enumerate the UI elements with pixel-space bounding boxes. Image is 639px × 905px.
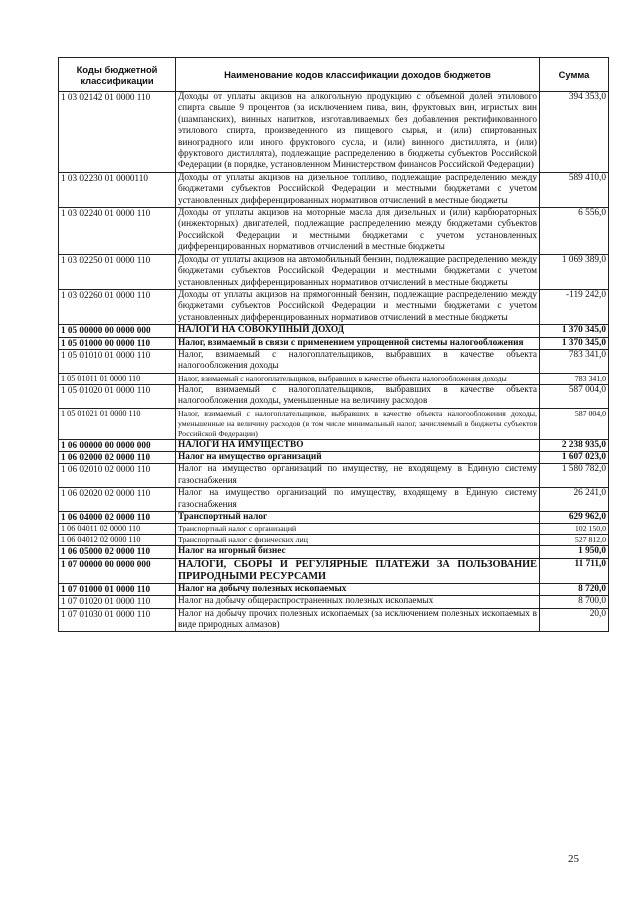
row-code: 1 03 02260 01 0000 110 xyxy=(59,289,176,324)
row-sum: 1 069 389,0 xyxy=(540,254,609,289)
row-name: Доходы от уплаты акцизов на алкогольную продукцию с объемной долей этилового спирта свыше 9 процентов (за исключением пива, вин, фруктовых вин, игристых вин (шампанских), винных напитков, изготавливаемых без добавления ректификованного этилового спирта, произведенного из пищевого сырья, и (или) спиртованных виноградного или иного фруктового сусла, и (или) винного дистиллята, и (или) фруктового дистиллята), подлежащие распределению в бюджеты субъектов Российской Федерации (в порядке, установленном Министерством финансов Российской Федерации) xyxy=(176,92,540,173)
table-row xyxy=(59,524,609,535)
row-name: Доходы от уплаты акцизов на моторные масла для дизельных и (или) карбюраторных (инжекторных) двигателей, подлежащие распределению между бюджетами субъектов Российской Федерации и местными бюджетами с учетом установленных дифференцированных нормативов отчислений в местные бюджеты xyxy=(176,208,540,255)
row-sum: 1 370 345,0 xyxy=(540,325,609,337)
row-sum: 2 238 935,0 xyxy=(540,439,609,451)
row-code: 1 06 00000 00 0000 000 xyxy=(59,439,176,451)
table-row xyxy=(59,608,609,632)
header-sum: Сумма xyxy=(540,58,609,92)
row-sum: 629 962,0 xyxy=(540,512,609,524)
row-name: Налог, взимаемый с налогоплательщиков, выбравших в качестве объекта налогообложения доходы xyxy=(176,373,540,384)
row-name: Налог на имущество организаций по имуществу, входящему в Единую систему газоснабжения xyxy=(176,488,540,512)
row-code: 1 06 04012 02 0000 110 xyxy=(59,535,176,546)
table-row xyxy=(59,512,609,524)
row-sum: 527 812,0 xyxy=(540,535,609,546)
table-row xyxy=(59,289,609,324)
row-name: Налог, взимаемый с налогоплательщиков, выбравших в качестве объекта налогообложения доходы, уменьшенные на величину расходов xyxy=(176,384,540,408)
row-name: Налог, взимаемый с налогоплательщиков, выбравших в качестве объекта налогообложения доходы, уменьшенные на величину расходов (в том числе минимальный налог, зачисляемый в бюджеты субъектов Российской Федерации) xyxy=(176,408,540,439)
row-code: 1 05 01010 01 0000 110 xyxy=(59,349,176,373)
row-sum: 26 241,0 xyxy=(540,488,609,512)
row-sum: 8 720,0 xyxy=(540,583,609,595)
row-name: Доходы от уплаты акцизов на автомобильный бензин, подлежащие распределению между бюджетами субъектов Российской Федерации и местными бюджетами с учетом установленных дифференцированных нормативов отчислений в местные бюджеты xyxy=(176,254,540,289)
row-sum: 1 370 345,0 xyxy=(540,337,609,349)
budget-revenue-table xyxy=(58,57,609,632)
table-row xyxy=(59,349,609,373)
row-code: 1 06 02000 02 0000 110 xyxy=(59,451,176,463)
row-name: Транспортный налог xyxy=(176,512,540,524)
table-row xyxy=(59,92,609,173)
header-code: Коды бюджетной классификации xyxy=(59,58,176,92)
row-sum: 589 410,0 xyxy=(540,172,609,207)
table-row xyxy=(59,488,609,512)
row-code: 1 06 02020 02 0000 110 xyxy=(59,488,176,512)
row-code: 1 03 02250 01 0000 110 xyxy=(59,254,176,289)
row-code: 1 06 05000 02 0000 110 xyxy=(59,546,176,558)
row-name: Налог, взимаемый в связи с применением упрощенной системы налогообложения xyxy=(176,337,540,349)
table-row xyxy=(59,451,609,463)
row-name: Налог на добычу прочих полезных ископаемых (за исключением полезных ископаемых в виде природных алмазов) xyxy=(176,608,540,632)
row-sum: 6 556,0 xyxy=(540,208,609,255)
row-code: 1 05 01020 01 0000 110 xyxy=(59,384,176,408)
row-name: Налог на игорный бизнес xyxy=(176,546,540,558)
row-code: 1 07 01030 01 0000 110 xyxy=(59,608,176,632)
table-row xyxy=(59,535,609,546)
table-row xyxy=(59,337,609,349)
table-row xyxy=(59,384,609,408)
row-code: 1 03 02240 01 0000 110 xyxy=(59,208,176,255)
row-name: Налог на имущество организаций xyxy=(176,451,540,463)
row-code: 1 05 01021 01 0000 110 xyxy=(59,408,176,439)
row-name: НАЛОГИ НА СОВОКУПНЫЙ ДОХОД xyxy=(176,325,540,337)
row-name: НАЛОГИ НА ИМУЩЕСТВО xyxy=(176,439,540,451)
row-name: Налог на добычу общераспространенных полезных ископаемых xyxy=(176,596,540,608)
row-sum: 587 004,0 xyxy=(540,384,609,408)
table-row xyxy=(59,208,609,255)
row-code: 1 07 00000 00 0000 000 xyxy=(59,558,176,583)
row-name: Налог на добычу полезных ископаемых xyxy=(176,583,540,595)
table-row xyxy=(59,558,609,583)
row-sum: 1 580 782,0 xyxy=(540,464,609,488)
table-row xyxy=(59,546,609,558)
row-name: Налог на имущество организаций по имуществу, не входящему в Единую систему газоснабжения xyxy=(176,464,540,488)
table-row xyxy=(59,583,609,595)
row-name: Налог, взимаемый с налогоплательщиков, выбравших в качестве объекта налогообложения доходы xyxy=(176,349,540,373)
row-code: 1 06 02010 02 0000 110 xyxy=(59,464,176,488)
table-row xyxy=(59,172,609,207)
row-sum: 1 607 023,0 xyxy=(540,451,609,463)
row-name: НАЛОГИ, СБОРЫ И РЕГУЛЯРНЫЕ ПЛАТЕЖИ ЗА ПОЛЬЗОВАНИЕ ПРИРОДНЫМИ РЕСУРСАМИ xyxy=(176,558,540,583)
page-number: 25 xyxy=(568,853,579,865)
row-sum: 8 700,0 xyxy=(540,596,609,608)
table-row xyxy=(59,439,609,451)
row-sum: 11 711,0 xyxy=(540,558,609,583)
row-name: Транспортный налог с организаций xyxy=(176,524,540,535)
row-sum: -119 242,0 xyxy=(540,289,609,324)
table-row xyxy=(59,325,609,337)
row-sum: 20,0 xyxy=(540,608,609,632)
table-row xyxy=(59,596,609,608)
table-body xyxy=(59,92,609,632)
table-row xyxy=(59,408,609,439)
row-code: 1 03 02230 01 0000110 xyxy=(59,172,176,207)
row-sum: 783 341,0 xyxy=(540,349,609,373)
row-code: 1 03 02142 01 0000 110 xyxy=(59,92,176,173)
row-name: Транспортный налог с физических лиц xyxy=(176,535,540,546)
row-code: 1 05 01000 00 0000 110 xyxy=(59,337,176,349)
row-sum: 783 341,0 xyxy=(540,373,609,384)
row-code: 1 06 04011 02 0000 110 xyxy=(59,524,176,535)
row-code: 1 05 00000 00 0000 000 xyxy=(59,325,176,337)
row-name: Доходы от уплаты акцизов на дизельное топливо, подлежащие распределению между бюджетами субъектов Российской Федерации и местными бюджетами с учетом установленных дифференцированных нормативов отчислений в местные бюджеты xyxy=(176,172,540,207)
table-row xyxy=(59,373,609,384)
row-sum: 102 150,0 xyxy=(540,524,609,535)
row-code: 1 07 01020 01 0000 110 xyxy=(59,596,176,608)
table-header-row xyxy=(59,58,609,92)
row-code: 1 06 04000 02 0000 110 xyxy=(59,512,176,524)
table-row xyxy=(59,464,609,488)
table-row xyxy=(59,254,609,289)
row-sum: 587 004,0 xyxy=(540,408,609,439)
row-code: 1 07 01000 01 0000 110 xyxy=(59,583,176,595)
row-sum: 1 950,0 xyxy=(540,546,609,558)
row-code: 1 05 01011 01 0000 110 xyxy=(59,373,176,384)
header-name: Наименование кодов классификации доходов бюджетов xyxy=(176,58,540,92)
row-name: Доходы от уплаты акцизов на прямогонный бензин, подлежащие распределению между бюджетами субъектов Российской Федерации и местными бюджетами с учетом установленных дифференцированных нормативов отчислений в местные бюджеты xyxy=(176,289,540,324)
row-sum: 394 353,0 xyxy=(540,92,609,173)
